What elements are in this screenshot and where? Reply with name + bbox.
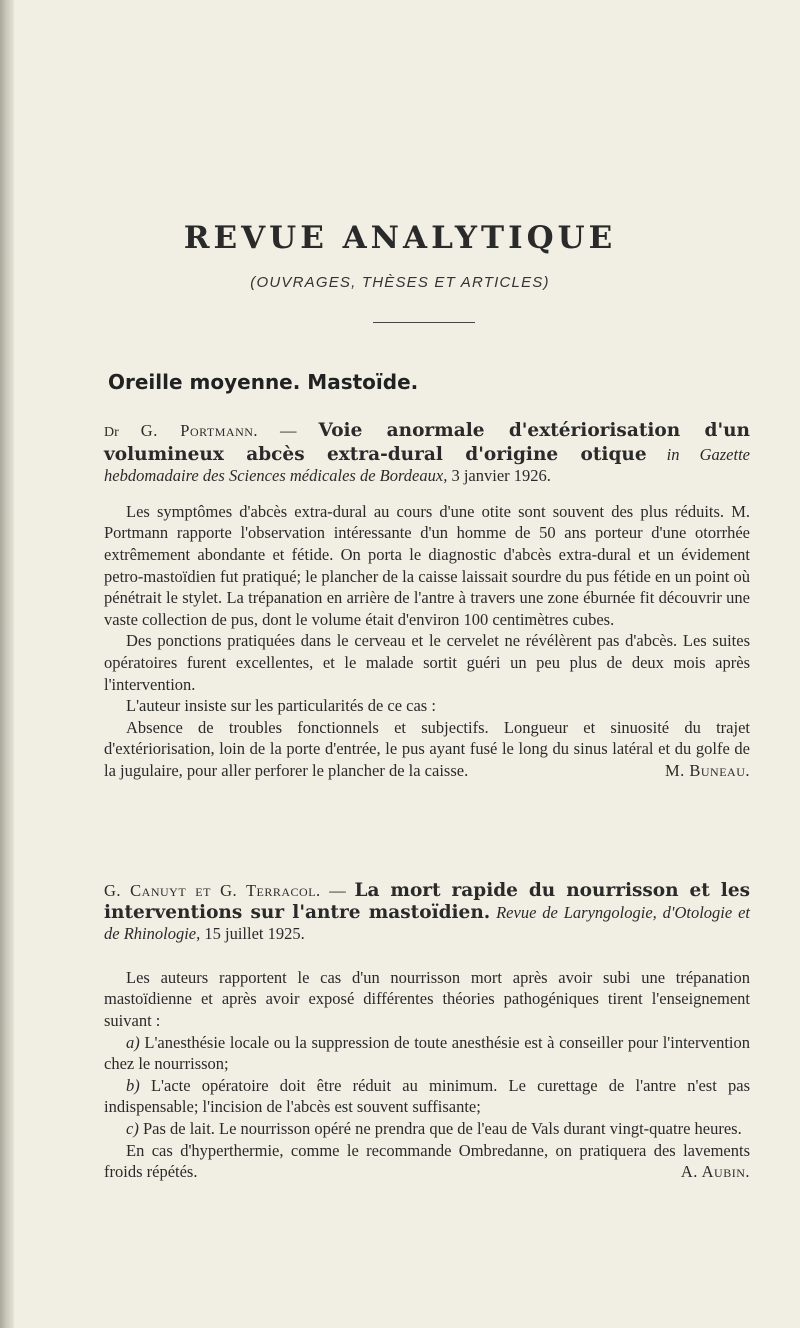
paragraph <box>104 1140 750 1183</box>
article-title: Voie anormale d'extériorisation d'un volumineux abcès extra-dural d'origine otique <box>104 420 751 465</box>
article-source: Revue de Laryngologie, d'Otologie et de Rhinologie, <box>104 902 750 944</box>
item-text: Pas de lait. Le nourrisson opéré ne prendra que de l'eau de Vals durant vingt-quatre heures. <box>138 1118 742 1138</box>
paragraph: Les symptômes d'abcès extra-dural au cours d'une otite sont souvent des plus réduits. M. Portmann rapporte l'observation intéressante d'un homme de 50 ans porteur d'une otorrhée extrêmement abondante et fétide. On porta le diagnostic d'abcès extra-dural et un évidement petro-mastoïdien fut pratiqué; le plancher de la caisse laissait sourdre du pus fétide en un point où pénétrait le stylet. La trépanation en arrière de l'antre à travers une zone éburnée fit découvrir une vaste collection de pus, dont le volume était d'environ 100 centimètres cubes. <box>104 501 750 629</box>
article-author: G. Portmann. <box>140 421 259 440</box>
article-canuyt-terracol <box>104 880 750 1183</box>
spacer <box>104 945 750 967</box>
article-reference <box>104 420 750 487</box>
reference-dash: — <box>258 421 319 440</box>
article-date: 15 juillet 1925. <box>200 924 305 944</box>
article-portmann <box>104 420 750 782</box>
reviewer-signature: A. Aubin. <box>680 1162 750 1182</box>
item-marker: c) <box>126 1118 139 1138</box>
paragraph <box>104 717 750 782</box>
paragraph: Des ponctions pratiquées dans le cerveau et le cervelet ne révélèrent pas d'abcès. Les suites opératoires furent excellentes, et le malade sortit guéri un peu plus de deux mois après l'intervention. <box>104 631 750 694</box>
title-divider <box>373 322 475 323</box>
source-intro: in <box>646 444 700 464</box>
reference-dash: — <box>320 881 355 900</box>
item-text: L'acte opératoire doit être réduit au minimum. Le curettage de l'antre n'est pas indispensable; l'incision de l'abcès est souvent suffisante; <box>104 1075 750 1117</box>
article-source: Gazette hebdomadaire des Sciences médicales de Bordeaux, <box>104 444 750 486</box>
item-marker: b) <box>126 1075 140 1095</box>
author-prefix: Dr <box>104 425 119 440</box>
page-subtitle: (OUVRAGES, THÈSES ET ARTICLES) <box>250 274 550 291</box>
paragraph-text: En cas d'hyperthermie, comme le recommande Ombredanne, on pratiquera des lavements froids répétés. <box>104 1140 750 1182</box>
list-item <box>104 1075 750 1118</box>
item-marker: a) <box>126 1032 140 1052</box>
list-item <box>104 1118 750 1140</box>
item-text: L'anesthésie locale ou la suppression de toute anesthésie est à conseiller pour l'intervention chez le nourrisson; <box>104 1032 750 1074</box>
section-heading: Oreille moyenne. Mastoïde. <box>108 370 419 394</box>
article-date: 3 janvier 1926. <box>447 466 551 486</box>
paragraph-text: Absence de troubles fonctionnels et subjectifs. Longueur et sinuosité du trajet d'extériorisation, loin de la porte d'entrée, le pus ayant fusé le long du sinus latéral et du golfe de la jugulaire, pour aller perforer le plancher de la caisse. <box>104 717 750 780</box>
spacer <box>104 487 750 501</box>
article-reference <box>104 880 750 945</box>
page-title: REVUE ANALYTIQUE <box>183 220 617 256</box>
paragraph: Les auteurs rapportent le cas d'un nourrisson mort après avoir subi une trépanation mastoïdienne et après avoir exposé différentes théories pathogéniques tirent l'enseignement suivant : <box>104 967 750 1030</box>
list-item <box>104 1032 750 1075</box>
reviewer-signature: M. Buneau. <box>664 760 750 780</box>
paragraph: L'auteur insiste sur les particularités de ce cas : <box>126 696 436 716</box>
article-title: La mort rapide du nourrisson et les interventions sur l'antre mastoïdien. <box>104 880 751 923</box>
article-authors: G. Canuyt et G. Terracol. <box>104 881 321 900</box>
